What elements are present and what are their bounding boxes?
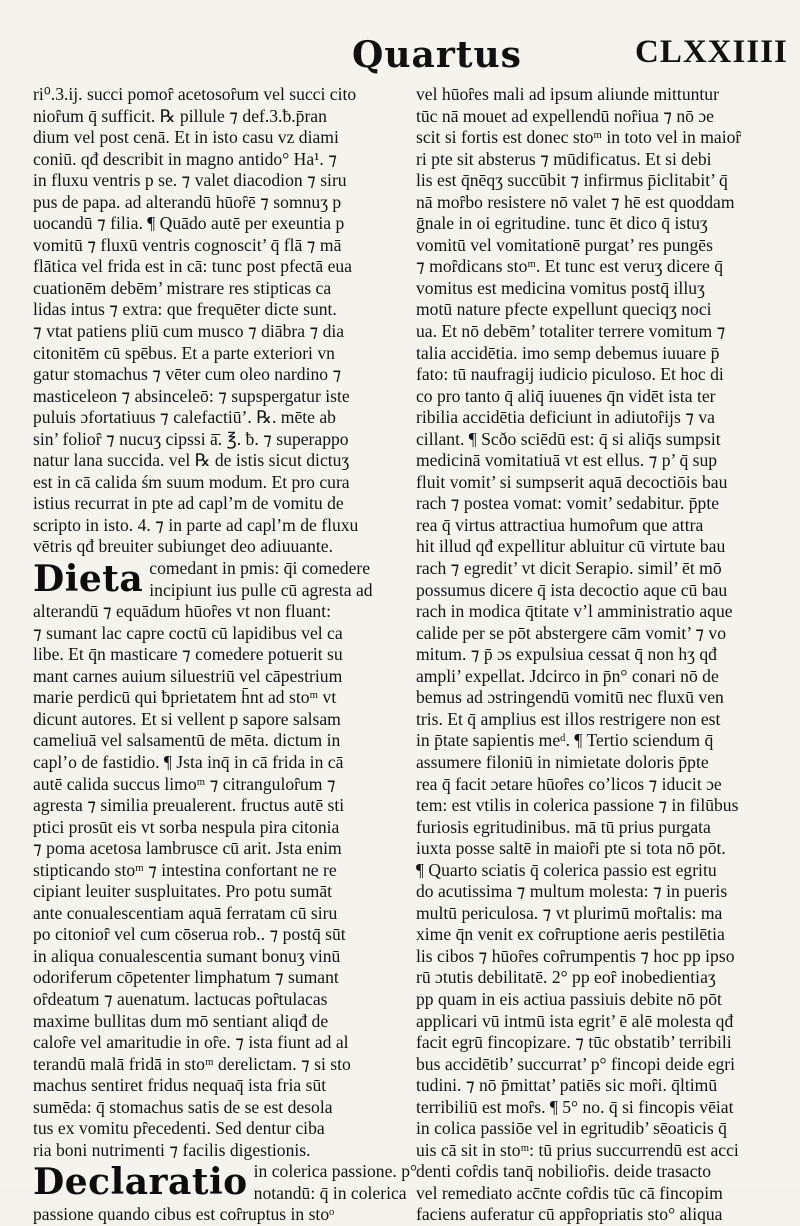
text-line: tūc nā mouet ad expellendū noȓiua ⁊ nō ɔe	[416, 105, 714, 126]
text-line: in colica passiōe vel in egritudib’ sēoaticis q̄	[416, 1118, 727, 1139]
text-line: bemus ad ɔstringendū vomitū nec fluxū ven	[416, 687, 724, 708]
text-line: ⁊ vtat patiens pliū cum musco ⁊ diābra ⁊ dia	[33, 321, 345, 342]
text-line: gatur stomachus ⁊ vēter cum oleo nardino ⁊	[33, 364, 342, 385]
text-line: capl’o de fastidio. ¶ Jsta inq̄ in cā frida in cā	[33, 751, 344, 772]
text-line: agresta ⁊ similia preualerent. fructus autē sti	[33, 795, 345, 816]
text-line: faciens auferatur cū appȓopriatis sto° aliqua	[416, 1204, 723, 1225]
text-line: ḡnale in oi egritudine. tunc ēt dico q̄ istuʒ	[416, 213, 708, 234]
text-line: in p̄tate sapientis meᵈ. ¶ Tertio sciendum q̄	[416, 730, 714, 751]
left-column	[33, 84, 418, 1226]
text-line: notandū: q̄ in colerica	[253, 1182, 407, 1203]
text-line: ua. Et nō debēm’ totaliter terrere vomitum ⁊	[416, 321, 726, 342]
text-line: pp quam in eis actiua passiuis debite nō pōt	[416, 988, 722, 1009]
text-line: vomitū ⁊ fluxū ventris cognoscit’ q̄ flā ⁊ mā	[33, 234, 342, 255]
text-line: ⁊ moȓdicans stoᵐ. Et tunc est veruʒ dicere q̄	[416, 256, 724, 277]
text-line: autē calida succus limoᵐ ⁊ citranguloȓum ⁊	[33, 773, 336, 794]
text-line: lis cibos ⁊ hūoȓes coȓrumpentis ⁊ hoc pp ipso	[416, 945, 735, 966]
text-line: ante conualescentiam aquā ferratam cū siru	[33, 902, 338, 923]
running-head	[0, 22, 800, 92]
folio-number: CLXXIIII	[635, 34, 788, 70]
text-line: rach ⁊ egredit’ vt dicit Serapio. simil’ ēt mō	[416, 558, 722, 579]
text-line: medicinā vomitatiuā vt est ellus. ⁊ p’ q̄ sup	[416, 450, 718, 471]
text-line: puluis ɔfortatiuus ⁊ calefactiū’. ℞. mēte ab	[33, 407, 336, 428]
text-line: flātica vel frida est in cā: tunc post pfectā eua	[33, 256, 352, 277]
text-line: terandū malā fridā in stoᵐ derelictam. ⁊ si sto	[33, 1053, 351, 1074]
text-line: machus sentiret fridus nequaq̄ ista fria sūt	[33, 1075, 327, 1096]
text-line: ⁊ poma acetosa lambrusce cū arit. Jsta enim	[33, 838, 342, 859]
text-line: motū nature pfecte expellunt queciqʒ noci	[416, 299, 712, 320]
text-line: in fluxu ventris p se. ⁊ valet diacodion ⁊ siru	[33, 170, 347, 191]
declaratio-section	[33, 1161, 418, 1204]
text-line: tus ex vomitu pȓecedenti. Sed dentur ciba	[33, 1118, 325, 1139]
text-line: cameliuā vel salsamentū de mēta. dictum in	[33, 730, 341, 751]
dieta-section	[33, 558, 378, 601]
text-line: po citonioȓ vel cum cōserua rob.. ⁊ postq̄ sūt	[33, 924, 346, 945]
left-block-1	[33, 84, 378, 558]
text-line: pus de papa. ad alterandū hūoȓē ⁊ somnuʒ p	[33, 191, 342, 212]
text-line: vētris qđ breuiter subiunget deo adiuuante.	[33, 536, 333, 557]
text-line: masticeleon ⁊ absinceleō: ⁊ supspergatur iste	[33, 385, 350, 406]
text-line: assumere filoniū in nimietate doloris p̄pte	[416, 751, 709, 772]
text-line: dium vel post cenā. Et in isto casu vz diami	[33, 127, 339, 148]
text-line: terribiliū est moȓs. ¶ 5° no. q̄ si fincopis vēiat	[416, 1096, 734, 1117]
text-line: sumēda: q̄ stomachus satis de se est desola	[33, 1096, 333, 1117]
text-line: ribilia accidētia deficiunt in adiutoȓijs ⁊ va	[416, 407, 715, 428]
text-line: rach ⁊ postea vomat: vomit’ sedabitur. p̄pte	[416, 493, 720, 514]
text-line: in aliqua conualescentia sumant bonuʒ vinū	[33, 945, 341, 966]
text-line: hit illud qđ expellitur abluitur cū virtute bau	[416, 536, 726, 557]
text-line: furiosis egritudinibus. mā tū prius purgata	[416, 816, 711, 837]
text-line: uis cā sit in stoᵐ: tū prius succurrendū est acci	[416, 1139, 739, 1160]
declaratio-side-text	[254, 1161, 417, 1204]
text-line: rū ɔtutis debilitatē. 2° pp eoȓ inobedientiaʒ	[416, 967, 716, 988]
text-line: cillant. ¶ Scðo sciēdū est: q̄ si aliq̄s sumpsit	[416, 428, 721, 449]
text-line: est in cā calida śm suum modum. Et pro cura	[33, 471, 350, 492]
text-line: xime q̄n venit ex coȓruptione aeris pestilētia	[416, 924, 725, 945]
text-line: mitum. ⁊ p̄ ɔs expulsiua cessat q̄ non hʒ qđ	[416, 644, 717, 665]
text-line: natur lana succida. vel ℞ de istis sicut dictuʒ	[33, 450, 350, 471]
text-line: vel hūoȓes mali ad ipsum aliunde mittuntur	[416, 84, 719, 104]
text-line: rach in modica q̄titate v’l amministratio aque	[416, 601, 733, 622]
text-line: calide per se pōt abstergere cām vomit’ ⁊ vo	[416, 622, 727, 643]
text-line: fluit vomit’ si sumpserit aquā decoctiōis bau	[416, 471, 728, 492]
text-line: istius recurrat in pte ad capl’m de vomitu de	[33, 493, 344, 514]
text-line: talia accidētia. imo semp debemus iuuare p̄	[416, 342, 720, 363]
text-line: passione quando cibus est coȓruptus in stoᵒ	[33, 1204, 335, 1225]
text-line: multū periculosa. ⁊ vt plurimū moȓtalis: ma	[416, 902, 723, 923]
text-line: lis est q̄nēqʒ succūbit ⁊ infirmus p̄iclitabit’ q̄	[416, 170, 728, 191]
text-line: rea q̄ virtus attractiua humoȓum que attra	[416, 514, 704, 535]
text-line: vomitus est medicina vomitus postq̄ illuʒ	[416, 277, 705, 298]
text-line: vel remediato acc̄nte coȓdis tūc cā fincopim	[416, 1182, 723, 1203]
text-line: ria boni nutrimenti ⁊ facilis digestionis.	[33, 1139, 311, 1160]
text-line: stipticando stoᵐ ⁊ intestina confortant ne re	[33, 859, 337, 880]
text-line: incipiunt ius pulle cū agresta ad	[149, 579, 373, 600]
text-line: applicari vū intmū ista egrit’ ē alē molesta qđ	[416, 1010, 734, 1031]
text-line: scripto in isto. 4. ⁊ in parte ad capl’m de fluxu	[33, 514, 359, 535]
text-line: tris. Et q̄ amplius est illos restrigere non est	[416, 708, 721, 729]
text-line: coniū. qđ describit in magno antido° Ha¹. ⁊	[33, 148, 337, 169]
text-line: nā moȓbo resistere nō valet ⁊ hē est quoddam	[416, 191, 735, 212]
dieta-heading: Dieta	[33, 558, 144, 601]
text-line: ri pte sit absterus ⁊ mūdificatus. Et si debi	[416, 148, 712, 169]
text-line: citonitēm cū spēbus. Et a parte exteriori vn	[33, 342, 335, 363]
text-line: facit egrū fincopizare. ⁊ tūc obstatib’ terribili	[416, 1032, 732, 1053]
text-line: cuationēm debēm’ mistrare res stipticas ca	[33, 277, 332, 298]
text-line: do acutissima ⁊ multum molesta: ⁊ in pueris	[416, 881, 728, 902]
text-line: ¶ Quarto sciatis q̄ colerica passio est egritu	[416, 859, 717, 880]
text-line: tudini. ⁊ nō p̄mittat’ patiēs sic moȓi. q̄ltimū	[416, 1075, 718, 1096]
text-line: ⁊ sumant lac capre coctū cū lapidibus vel ca	[33, 622, 343, 643]
text-line: comedant in pmis: q̄i comedere	[149, 558, 371, 579]
text-line: lidas intus ⁊ extra: que frequēter dicte sunt.	[33, 299, 337, 320]
text-line: ri⁰.3.ij. succi pomoȓ acetosoȓum vel succi cito	[33, 84, 357, 104]
text-line: ptici prosūt eis vt sorba nespula pira citonia	[33, 816, 340, 837]
text-line: cipiant leuiter suspluitates. Pro potu sumāt	[33, 881, 333, 902]
text-line: denti coȓdis tanq̄ nobilioȓis. deide trasacto	[416, 1161, 712, 1182]
text-line: dicunt autores. Et si vellent p sapore salsam	[33, 708, 341, 729]
text-line: maxime bullitas dum mō sentiant aliqđ de	[33, 1010, 329, 1031]
running-title: Quartus	[352, 34, 522, 76]
text-line: libe. Et q̄n masticare ⁊ comedere potuerit su	[33, 644, 343, 665]
text-line: vomitū vel vomitationē purgat’ res pungēs	[416, 234, 713, 255]
left-block-2	[33, 601, 378, 1161]
text-line: mant carnes auium siluestriū vel cāpestrium	[33, 665, 343, 686]
dieta-side-text	[149, 558, 372, 601]
text-line: co pro tanto q̄ aliq̄ iuuenes q̄n vidēt ista ter	[416, 385, 716, 406]
declaratio-heading: Declaratio	[33, 1161, 248, 1204]
text-line: caloȓe vel amaritudie in oȓe. ⁊ ista fiunt ad al	[33, 1032, 349, 1053]
text-line: ampli’ expellat. Jdcirco in p̄n° conari nō de	[416, 665, 719, 686]
text-line: rea q̄ facit ɔetare hūoȓes co’licos ⁊ iducit ɔe	[416, 773, 722, 794]
text-line: sin’ folioȓ ⁊ nucuʒ cipssi ā̄. ℥. ƀ. ⁊ superappo	[33, 428, 349, 449]
text-line: alterandū ⁊ equādum hūoȓes vt non fluant:	[33, 601, 331, 622]
right-column	[416, 84, 761, 1226]
text-line: scit si fortis est donec stoᵐ in toto vel in maioȓ	[416, 127, 742, 148]
text-line: possumus dicere q̄ ista decoctio aque cū bau	[416, 579, 728, 600]
text-line: bus accidētib’ succurrat’ p° fincopi deide egri	[416, 1053, 736, 1074]
text-line: in colerica passione. p°	[253, 1161, 418, 1182]
text-line: odoriferum cōpetenter limphatum ⁊ sumant	[33, 967, 339, 988]
left-block-3	[33, 1204, 378, 1226]
text-line: nioȓum q̄ sufficit. ℞ pillule ⁊ def.3.ƀ.p̄ran	[33, 105, 327, 126]
text-line: iuxta posse saltē in maioȓi pte si tota nō pōt.	[416, 838, 726, 859]
text-line: oȓdeatum ⁊ auenatum. lactucas poȓtulacas	[33, 988, 328, 1009]
text-line: fato: tū naufragij iudicio piculoso. Et hoc di	[416, 364, 724, 385]
text-line: marie perdicū qui ƀprietatem h̄nt ad stoᵐ vt	[33, 687, 337, 708]
text-line: uocandū ⁊ filia. ¶ Quādo autē per exeuntia p	[33, 213, 345, 234]
text-line: tem: est vtilis in colerica passione ⁊ in filūbus	[416, 795, 739, 816]
